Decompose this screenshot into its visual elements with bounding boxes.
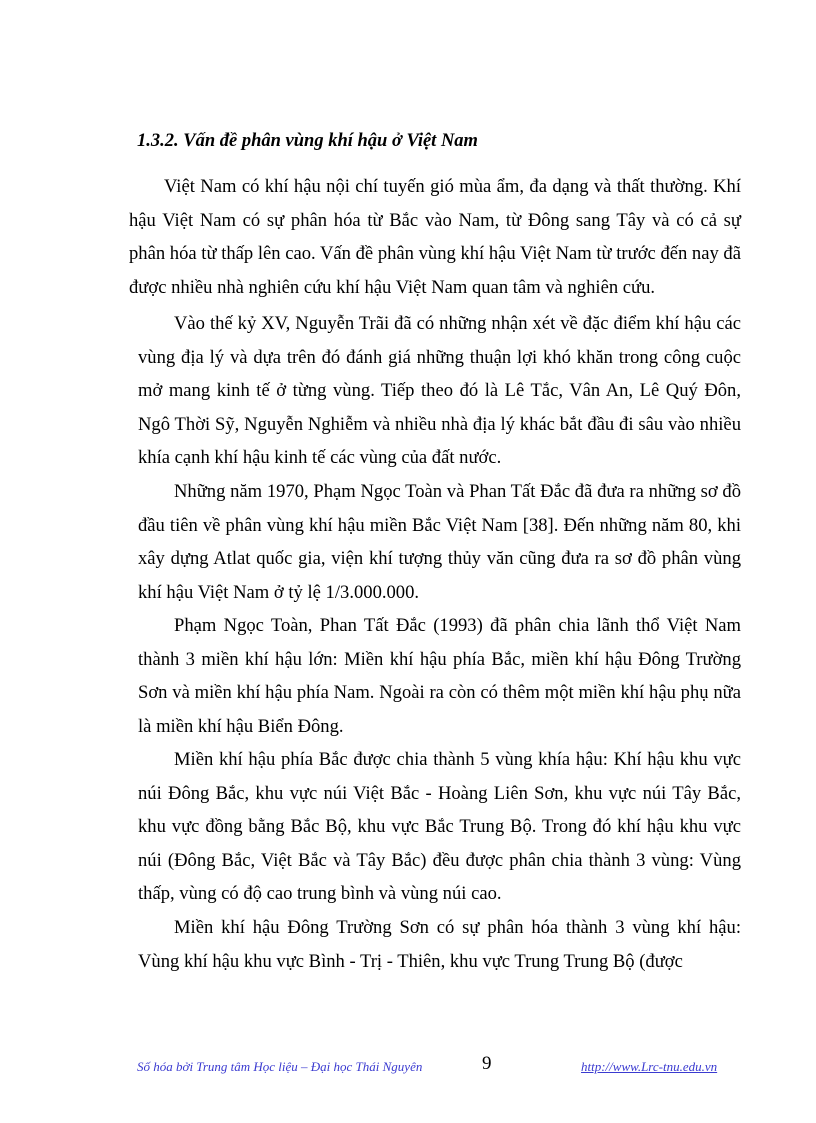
paragraph-5: Miền khí hậu phía Bắc được chia thành 5 vùng khía hậu: Khí hậu khu vực núi Đông Bắc, khu vực núi Việt Bắc - Hoàng Liên Sơn, khu vực núi Tây Bắc, khu vực đồng bằng Bắc Bộ, khu vực Bắc Trung Bộ. Trong đó khí hậu khu vực núi (Đông Bắc, Việt Bắc và Tây Bắc) đều được phân chia thành 3 vùng: Vùng thấp, vùng có độ cao trung bình và vùng núi cao. [138,749,741,904]
section-heading: 1.3.2. Vấn đề phân vùng khí hậu ở Việt Nam [137,131,478,151]
page-number: 9 [482,1053,492,1074]
paragraph-2: Vào thế kỷ XV, Nguyễn Trãi đã có những nhận xét về đặc điểm khí hậu các vùng địa lý và dựa trên đó đánh giá những thuận lợi khó khăn trong công cuộc mở mang kinh tế ở từng vùng. Tiếp theo đó là Lê Tắc, Vân An, Lê Quý Đôn, Ngô Thời Sỹ, Nguyễn Nghiễm và nhiều nhà địa lý khác bắt đầu đi sâu vào nhiều khía cạnh khí hậu kinh tế các vùng của đất nước. [138,313,741,468]
paragraph-4: Phạm Ngọc Toàn, Phan Tất Đắc (1993) đã phân chia lãnh thổ Việt Nam thành 3 miền khí hậu lớn: Miền khí hậu phía Bắc, miền khí hậu Đông Trường Sơn và miền khí hậu phía Nam. Ngoài ra còn có thêm một miền khí hậu phụ nữa là miền khí hậu Biển Đông. [138,615,741,737]
footer-url-link[interactable]: http://www.Lrc-tnu.edu.vn [581,1059,718,1074]
paragraph-3: Những năm 1970, Phạm Ngọc Toàn và Phan Tất Đắc đã đưa ra những sơ đồ đầu tiên về phân vùng khí hậu miền Bắc Việt Nam [38]. Đến những năm 80, khi xây dựng Atlat quốc gia, viện khí tượng thủy văn cũng đưa ra sơ đồ phân vùng khí hậu Việt Nam ở tỷ lệ 1/3.000.000. [138,481,741,603]
paragraph-6: Miền khí hậu Đông Trường Sơn có sự phân hóa thành 3 vùng khí hậu: Vùng khí hậu khu vực Bình - Trị - Thiên, khu vực Trung Trung Bộ (được [138,917,741,972]
footer-credit: Số hóa bởi Trung tâm Học liệu – Đại học Thái Nguyên [137,1059,423,1074]
paragraph-1: Việt Nam có khí hậu nội chí tuyến gió mùa ẩm, đa dạng và thất thường. Khí hậu Việt Nam có sự phân hóa từ Bắc vào Nam, từ Đông sang Tây và có cả sự phân hóa từ thấp lên cao. Vấn đề phân vùng khí hậu Việt Nam từ trước đến nay đã được nhiều nhà nghiên cứu khí hậu Việt Nam quan tâm và nghiên cứu. [129,176,741,298]
